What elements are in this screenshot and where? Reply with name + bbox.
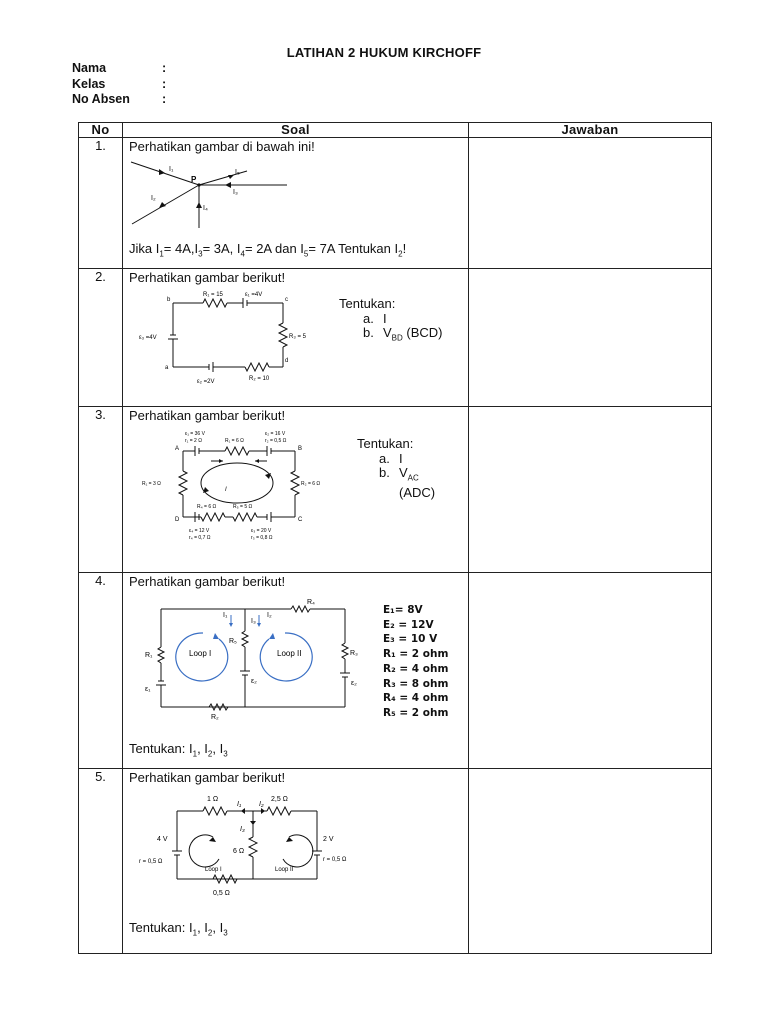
label-i2: I₂ — [267, 612, 272, 619]
tentukan-label: Tentukan: — [357, 436, 414, 451]
label-i3: I₃ — [240, 826, 245, 833]
label-v2: 2 V — [323, 836, 334, 843]
answer-cell[interactable] — [469, 138, 712, 269]
label-current: I — [225, 487, 227, 493]
label-i3: I₃ — [251, 618, 256, 625]
label-r2: R₂ — [211, 714, 219, 721]
label-left-resistor: R₁ = 3 Ω — [142, 481, 161, 487]
student-identity — [72, 61, 166, 108]
question-cell — [123, 269, 469, 407]
exercise-table — [78, 122, 712, 954]
question-cell — [123, 407, 469, 573]
label-e3: ε₂ — [351, 680, 357, 687]
question-cell — [123, 573, 469, 769]
label-r3: R₃ = 5 — [289, 334, 306, 340]
answer-cell[interactable] — [469, 269, 712, 407]
current-4-label: I₄ — [203, 205, 208, 212]
answer-cell[interactable] — [469, 769, 712, 954]
label-e2: ε₂ = 16 V — [265, 431, 286, 437]
label-e3: ε₃ =4V — [139, 335, 157, 341]
class-label: Kelas — [72, 76, 106, 91]
junction-point-label: P — [191, 175, 197, 184]
question-cell — [123, 138, 469, 269]
question-prompt: Perhatikan gambar di bawah ini! — [129, 139, 315, 154]
current-5-label: I₅ — [235, 169, 240, 176]
label-r3-internal: r₃ = 0,8 Ω — [251, 535, 273, 541]
label-i1: I₁ — [223, 612, 228, 619]
label-loop2: Loop II — [275, 867, 294, 873]
table-row — [79, 269, 712, 407]
label-rl: r = 0,5 Ω — [139, 859, 163, 865]
label-c: c — [285, 297, 288, 303]
label-d: d — [285, 358, 289, 364]
row-number: 5. — [79, 769, 123, 954]
label-right-resistor: R₂ = 6 Ω — [301, 481, 321, 487]
label-r1: R₁ = 6 Ω — [225, 438, 244, 444]
label-r6: 6 Ω — [233, 848, 245, 855]
tentukan-block: Tentukan: a. I b. $V_{BD}$ (BCD) — [339, 296, 443, 343]
given-e3: E₃ = 10 V — [383, 633, 438, 646]
label-r05: 0,5 Ω — [213, 890, 230, 897]
label-i2: I₂ — [259, 801, 264, 808]
header-soal: Soal — [123, 123, 469, 138]
label-b: b — [167, 297, 171, 303]
given-r1: R₁ = 2 ohm — [383, 648, 449, 661]
given-r5: R₅ = 2 ohm — [383, 706, 449, 719]
question-text: Jika $I_1= 4A,I_3= 3A$, $I_4= 2A$ dan $I_5= 7A$ Tentukan $I_2$! — [129, 241, 407, 259]
table-row — [79, 573, 712, 769]
label-r5: R₅ = 5 Ω — [233, 504, 253, 510]
label-r2-internal: r₂ = 0,5 Ω — [265, 438, 287, 444]
given-e1: E₁= 8V — [383, 604, 423, 616]
label-r1: R₁ — [145, 652, 153, 659]
label-r1-internal: r₁ = 2 Ω — [185, 438, 202, 444]
given-r4: R₄ = 4 ohm — [383, 692, 449, 705]
label-r1: R₁ = 15 — [203, 292, 223, 298]
label-loop1: Loop I — [205, 867, 222, 873]
label-r1: 1 Ω — [207, 796, 219, 803]
label-e2: ε₂ — [251, 678, 257, 685]
label-r4-internal: r₄ = 0,7 Ω — [189, 535, 211, 541]
question-prompt: Perhatikan gambar berikut! — [129, 770, 286, 785]
row-number: 1. — [79, 138, 123, 269]
current-3-label: I₃ — [233, 189, 238, 196]
label-r5: R₅ — [229, 638, 237, 645]
label-e3: ε₃ = 20 V — [251, 528, 272, 534]
label-v1: 4 V — [157, 836, 168, 843]
label-a: a — [165, 365, 169, 371]
question-cell — [123, 769, 469, 954]
table-row — [79, 138, 712, 269]
given-values — [383, 603, 448, 721]
header-jawaban: Jawaban — [469, 123, 712, 138]
circuit-diagram-3 — [137, 429, 327, 545]
label-loop2: Loop II — [277, 649, 302, 658]
circuit-diagram-4 — [145, 595, 375, 723]
junction-diagram — [129, 158, 289, 230]
row-number: 3. — [79, 407, 123, 573]
name-label: Nama — [72, 61, 107, 75]
label-node-a: A — [175, 446, 180, 452]
label-r2: 2,5 Ω — [271, 796, 288, 803]
document-title: LATIHAN 2 HUKUM KIRCHOFF — [286, 45, 482, 60]
label-e2: ε₂ =2V — [197, 379, 215, 385]
question-prompt: Perhatikan gambar berikut! — [129, 270, 286, 285]
row-number: 4. — [79, 573, 123, 769]
question-prompt: Perhatikan gambar berikut! — [129, 408, 286, 423]
circuit-diagram-2 — [139, 287, 319, 385]
label-e1: ε₁ — [145, 686, 151, 693]
label-node-b: B — [298, 446, 303, 452]
question-text: Tentukan: $I_1$, $I_2$, $I_3$ — [129, 920, 228, 938]
tentukan-block: Tentukan: a. I b. $V_{AC}$ (ADC) — [357, 436, 436, 501]
given-e2: E₂ = 12V — [383, 618, 434, 631]
label-node-c: C — [298, 517, 303, 523]
given-r2: R₂ = 4 ohm — [383, 662, 449, 675]
label-r3: R₃ — [350, 650, 358, 657]
given-r3: R₃ = 8 ohm — [383, 677, 449, 690]
label-r4: R₄ = 6 Ω — [197, 504, 217, 510]
label-loop1: Loop I — [189, 649, 212, 658]
name-colon: : — [162, 61, 167, 75]
question-text: Tentukan: $I_1$, $I_2$, $I_3$ — [129, 741, 228, 759]
table-row — [79, 769, 712, 954]
header-no: No — [79, 123, 123, 138]
tentukan-label: Tentukan: — [339, 296, 396, 311]
label-r4: R₄ — [307, 599, 315, 606]
label-i1: I₁ — [237, 801, 242, 808]
label-r2: R₂ = 10 — [249, 376, 270, 382]
table-row — [79, 407, 712, 573]
answer-cell[interactable] — [469, 407, 712, 573]
label-node-d: D — [175, 517, 180, 523]
label-e1: ε₁ = 36 V — [185, 431, 205, 437]
label-e1: ε₁ =4V — [245, 292, 263, 298]
row-number: 2. — [79, 269, 123, 407]
current-2-label: I₂ — [151, 195, 156, 202]
question-prompt: Perhatikan gambar berikut! — [129, 574, 286, 589]
answer-cell[interactable] — [469, 573, 712, 769]
current-1-label: I₁ — [169, 166, 174, 173]
absence-number-label: No Absen — [72, 92, 130, 106]
circuit-diagram-5 — [137, 791, 377, 909]
absence-number-colon: : — [162, 92, 167, 106]
label-rr: r = 0,5 Ω — [323, 857, 347, 863]
label-e4: ε₄ = 12 V — [189, 528, 210, 534]
class-colon: : — [162, 76, 167, 91]
